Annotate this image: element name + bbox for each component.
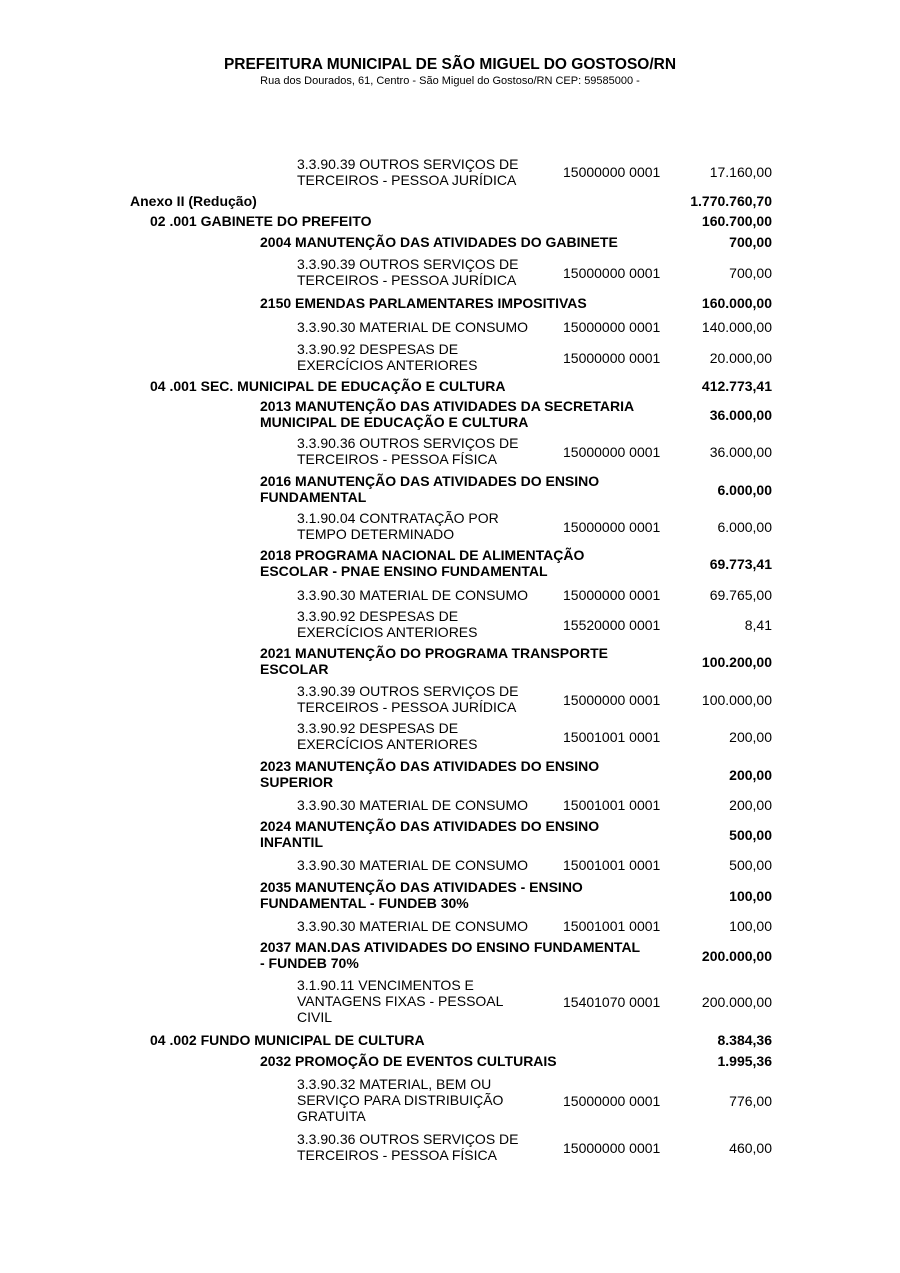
expense-value: 100.000,00 [701,692,772,708]
expense-value: 140.000,00 [701,319,772,335]
expense-description: 3.3.90.30 MATERIAL DE CONSUMO [297,587,529,603]
action-label: 2021 MANUTENÇÃO DO PROGRAMA TRANSPORTE ESCOLAR [260,645,608,677]
expense-description: 3.3.90.30 MATERIAL DE CONSUMO [297,857,529,873]
action-value: 36.000,00 [709,407,772,423]
resource-source: 15000000 0001 [563,587,661,603]
action-value: 160.000,00 [701,295,772,311]
expense-description: 3.3.90.92 DESPESAS DE EXERCÍCIOS ANTERIORES [297,608,478,640]
resource-source: 15000000 0001 [563,1093,661,1109]
resource-source: 15001001 0001 [563,797,661,813]
resource-source: 15001001 0001 [563,729,661,745]
action-label: 2035 MANUTENÇÃO DAS ATIVIDADES - ENSINO FUNDAMENTAL - FUNDEB 30% [260,879,583,911]
expense-description: 3.3.90.92 DESPESAS DE EXERCÍCIOS ANTERIORES [297,720,478,752]
organ-value: 160.700,00 [701,213,772,229]
action-value: 100,00 [729,888,772,904]
action-label: 2037 MAN.DAS ATIVIDADES DO ENSINO FUNDAMENTAL - FUNDEB 70% [260,939,641,971]
expense-value: 500,00 [729,857,772,873]
resource-source: 15000000 0001 [563,164,661,180]
expense-description: 3.3.90.36 OUTROS SERVIÇOS DE TERCEIROS - PESSOA FÍSICA [297,435,519,467]
action-label: 2004 MANUTENÇÃO DAS ATIVIDADES DO GABINETE [260,234,618,250]
expense-value: 460,00 [729,1140,772,1156]
expense-description: 3.3.90.39 OUTROS SERVIÇOS DE TERCEIROS - PESSOA JURÍDICA [297,683,519,715]
expense-value: 100,00 [729,918,772,934]
expense-description: 3.3.90.30 MATERIAL DE CONSUMO [297,918,529,934]
resource-source: 15000000 0001 [563,319,661,335]
action-label: 2023 MANUTENÇÃO DAS ATIVIDADES DO ENSINO SUPERIOR [260,758,600,790]
organ-label: 04 .001 SEC. MUNICIPAL DE EDUCAÇÃO E CULTURA [150,378,506,394]
expense-value: 200,00 [729,797,772,813]
expense-value: 6.000,00 [717,519,772,535]
expense-value: 36.000,00 [709,444,772,460]
resource-source: 15000000 0001 [563,519,661,535]
action-value: 100.200,00 [701,654,772,670]
expense-description: 3.3.90.36 OUTROS SERVIÇOS DE TERCEIROS - PESSOA FÍSICA [297,1131,519,1163]
action-value: 500,00 [729,827,772,843]
expense-description: 3.1.90.11 VENCIMENTOS E VANTAGENS FIXAS - PESSOAL CIVIL [297,977,504,1025]
expense-description: 3.3.90.39 OUTROS SERVIÇOS DE TERCEIROS - PESSOA JURÍDICA [297,256,519,288]
action-value: 700,00 [729,234,772,250]
annex-value: 1.770.760,70 [690,193,772,209]
page-address: Rua dos Dourados, 61, Centro - São Miguel do Gostoso/RN CEP: 59585000 - [260,75,640,87]
expense-value: 17.160,00 [709,164,772,180]
expense-description: 3.3.90.30 MATERIAL DE CONSUMO [297,797,529,813]
resource-source: 15000000 0001 [563,444,661,460]
action-label: 2024 MANUTENÇÃO DAS ATIVIDADES DO ENSINO INFANTIL [260,818,600,850]
expense-value: 200.000,00 [701,994,772,1010]
action-label: 2018 PROGRAMA NACIONAL DE ALIMENTAÇÃO ESCOLAR - PNAE ENSINO FUNDAMENTAL [260,547,585,579]
action-value: 200.000,00 [701,948,772,964]
organ-value: 8.384,36 [717,1032,772,1048]
organ-value: 412.773,41 [701,378,772,394]
organ-label: 04 .002 FUNDO MUNICIPAL DE CULTURA [150,1032,425,1048]
resource-source: 15000000 0001 [563,1140,661,1156]
action-value: 1.995,36 [717,1053,772,1069]
expense-value: 776,00 [729,1093,772,1109]
expense-description: 3.3.90.32 MATERIAL, BEM OU SERVIÇO PARA DISTRIBUIÇÃO GRATUITA [297,1076,504,1124]
page-title: PREFEITURA MUNICIPAL DE SÃO MIGUEL DO GOSTOSO/RN [223,56,677,73]
resource-source: 15000000 0001 [563,265,661,281]
action-value: 200,00 [729,767,772,783]
organ-label: 02 .001 GABINETE DO PREFEITO [150,213,372,229]
resource-source: 15001001 0001 [563,918,661,934]
resource-source: 15001001 0001 [563,857,661,873]
action-label: 2150 EMENDAS PARLAMENTARES IMPOSITIVAS [260,295,587,311]
expense-value: 200,00 [729,729,772,745]
expense-value: 8,41 [744,617,772,633]
expense-description: 3.3.90.92 DESPESAS DE EXERCÍCIOS ANTERIORES [297,341,478,373]
expense-value: 69.765,00 [709,587,772,603]
action-label: 2016 MANUTENÇÃO DAS ATIVIDADES DO ENSINO FUNDAMENTAL [260,473,600,505]
expense-description: 3.3.90.39 OUTROS SERVIÇOS DE TERCEIROS - PESSOA JURÍDICA [297,156,519,188]
action-label: 2032 PROMOÇÃO DE EVENTOS CULTURAIS [260,1053,557,1069]
resource-source: 15000000 0001 [563,692,661,708]
expense-description: 3.1.90.04 CONTRATAÇÃO POR TEMPO DETERMINADO [297,510,499,542]
resource-source: 15000000 0001 [563,350,661,366]
action-value: 69.773,41 [709,556,772,572]
resource-source: 15520000 0001 [563,617,661,633]
resource-source: 15401070 0001 [563,994,661,1010]
expense-value: 20.000,00 [709,350,772,366]
action-label: 2013 MANUTENÇÃO DAS ATIVIDADES DA SECRETARIA MUNICIPAL DE EDUCAÇÃO E CULTURA [260,398,635,430]
annex-label: Anexo II (Redução) [130,193,257,209]
expense-description: 3.3.90.30 MATERIAL DE CONSUMO [297,319,529,335]
action-value: 6.000,00 [717,482,772,498]
expense-value: 700,00 [729,265,772,281]
